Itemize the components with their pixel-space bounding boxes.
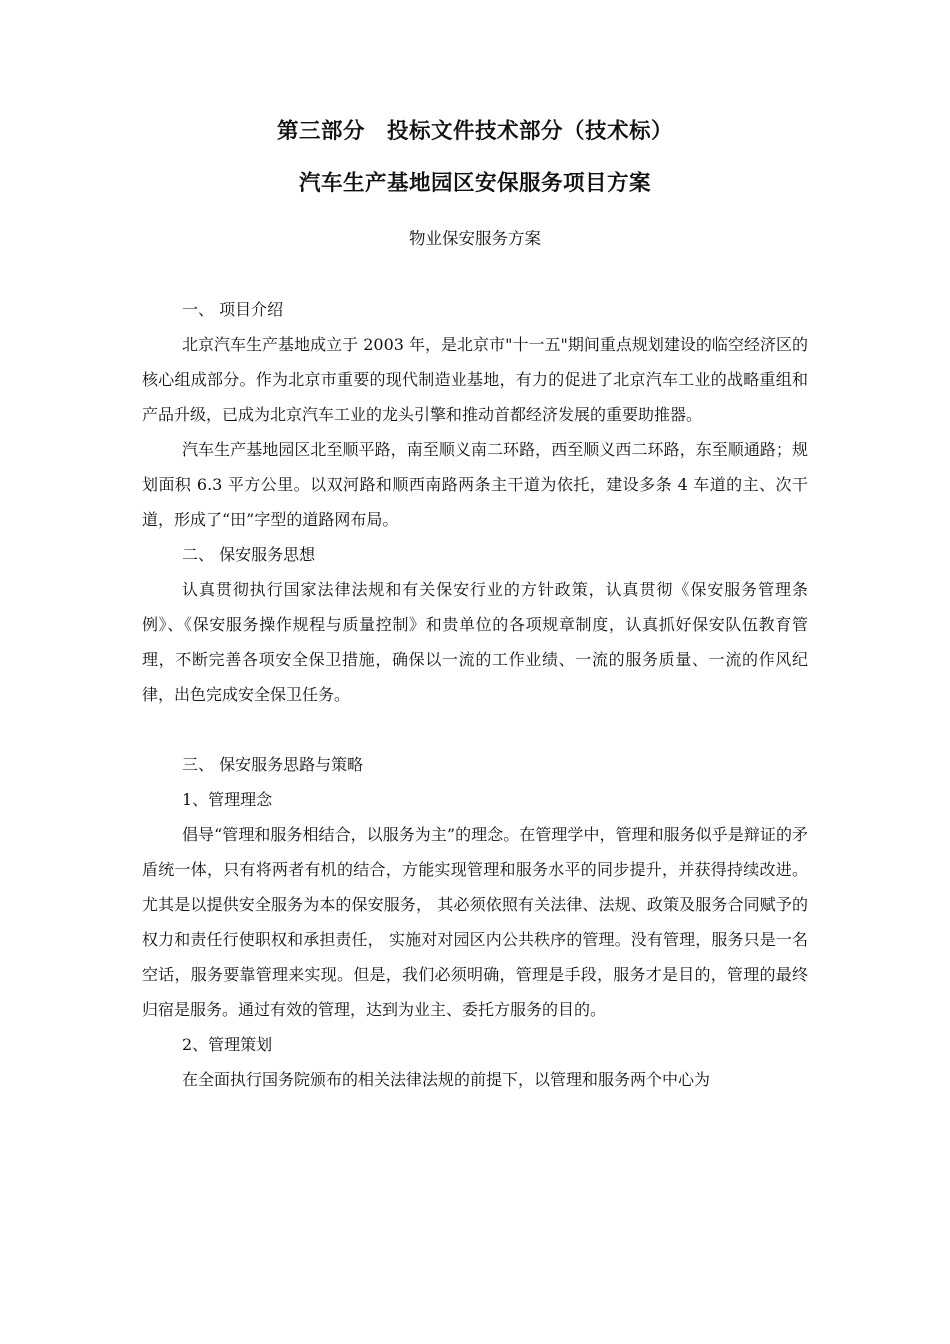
document-title bbox=[142, 112, 808, 152]
title-part-name: 投标文件技术部分（技术标） bbox=[387, 119, 674, 144]
paragraph-service-thought: 认真贯彻执行国家法律法规和有关保安行业的方针政策，认真贯彻《保安服务管理条例》、《保安服务操作规程与质量控制》和贵单位的各项规章制度，认真抓好保安队伍教育管理，不断完善各项安全保卫措施，确保以一流的工作业绩、一流的服务质量、一流的作风纪律，出色完成安全保卫任务。 bbox=[142, 580, 808, 704]
paragraph-intro-1: 北京汽车生产基地成立于 2003 年，是北京市"十一五"期间重点规划建设的临空经济区的核心组成部分。作为北京市重要的现代制造业基地，有力的促进了北京汽车工业的战略重组和产品升级，已成为北京汽车工业的龙头引擎和推动首都经济发展的重要助推器。 bbox=[142, 335, 808, 424]
paragraph-intro-2: 汽车生产基地园区北至顺平路，南至顺义南二环路，西至顺义西二环路，东至顺通路；规划面积 6.3 平方公里。以双河路和顺西南路两条主干道为依托，建设多条 4 车道的主、次干道，形成了“田”字型的道路网布局。 bbox=[142, 440, 808, 529]
subheading-management-planning: 2、管理策划 bbox=[182, 1035, 273, 1054]
plan-subtitle: 物业保安服务方案 bbox=[409, 229, 541, 248]
section-heading-project-intro: 一、 项目介绍 bbox=[182, 300, 284, 319]
section-heading-service-thought: 二、 保安服务思想 bbox=[182, 545, 316, 564]
title-part-label: 第三部分 bbox=[276, 119, 365, 144]
paragraph-management-concept: 倡导“管理和服务相结合，以服务为主”的理念。在管理学中，管理和服务似乎是辩证的矛盾统一体，只有将两者有机的结合，方能实现管理和服务水平的同步提升，并获得持续改进。尤其是以提供安全服务为本的保安服务， 其必须依照有关法律、法规、政策及服务合同赋予的权力和责任行使职权和承担责任， 实施对对园区内公共秩序的管理。没有管理，服务只是一名空话，服务要靠管理来实现。但是，我们必须明确，管理是手段，服务才是目的，管理的最终归宿是服务。通过有效的管理，达到为业主、委托方服务的目的。 bbox=[142, 825, 808, 1019]
subheading-management-concept: 1、管理理念 bbox=[182, 790, 273, 809]
document-page bbox=[142, 112, 808, 1097]
project-title: 汽车生产基地园区安保服务项目方案 bbox=[298, 171, 651, 196]
section-heading-strategy: 三、 保安服务思路与策略 bbox=[182, 755, 364, 774]
paragraph-management-planning: 在全面执行国务院颁布的相关法律法规的前提下，以管理和服务两个中心为 bbox=[182, 1070, 711, 1089]
